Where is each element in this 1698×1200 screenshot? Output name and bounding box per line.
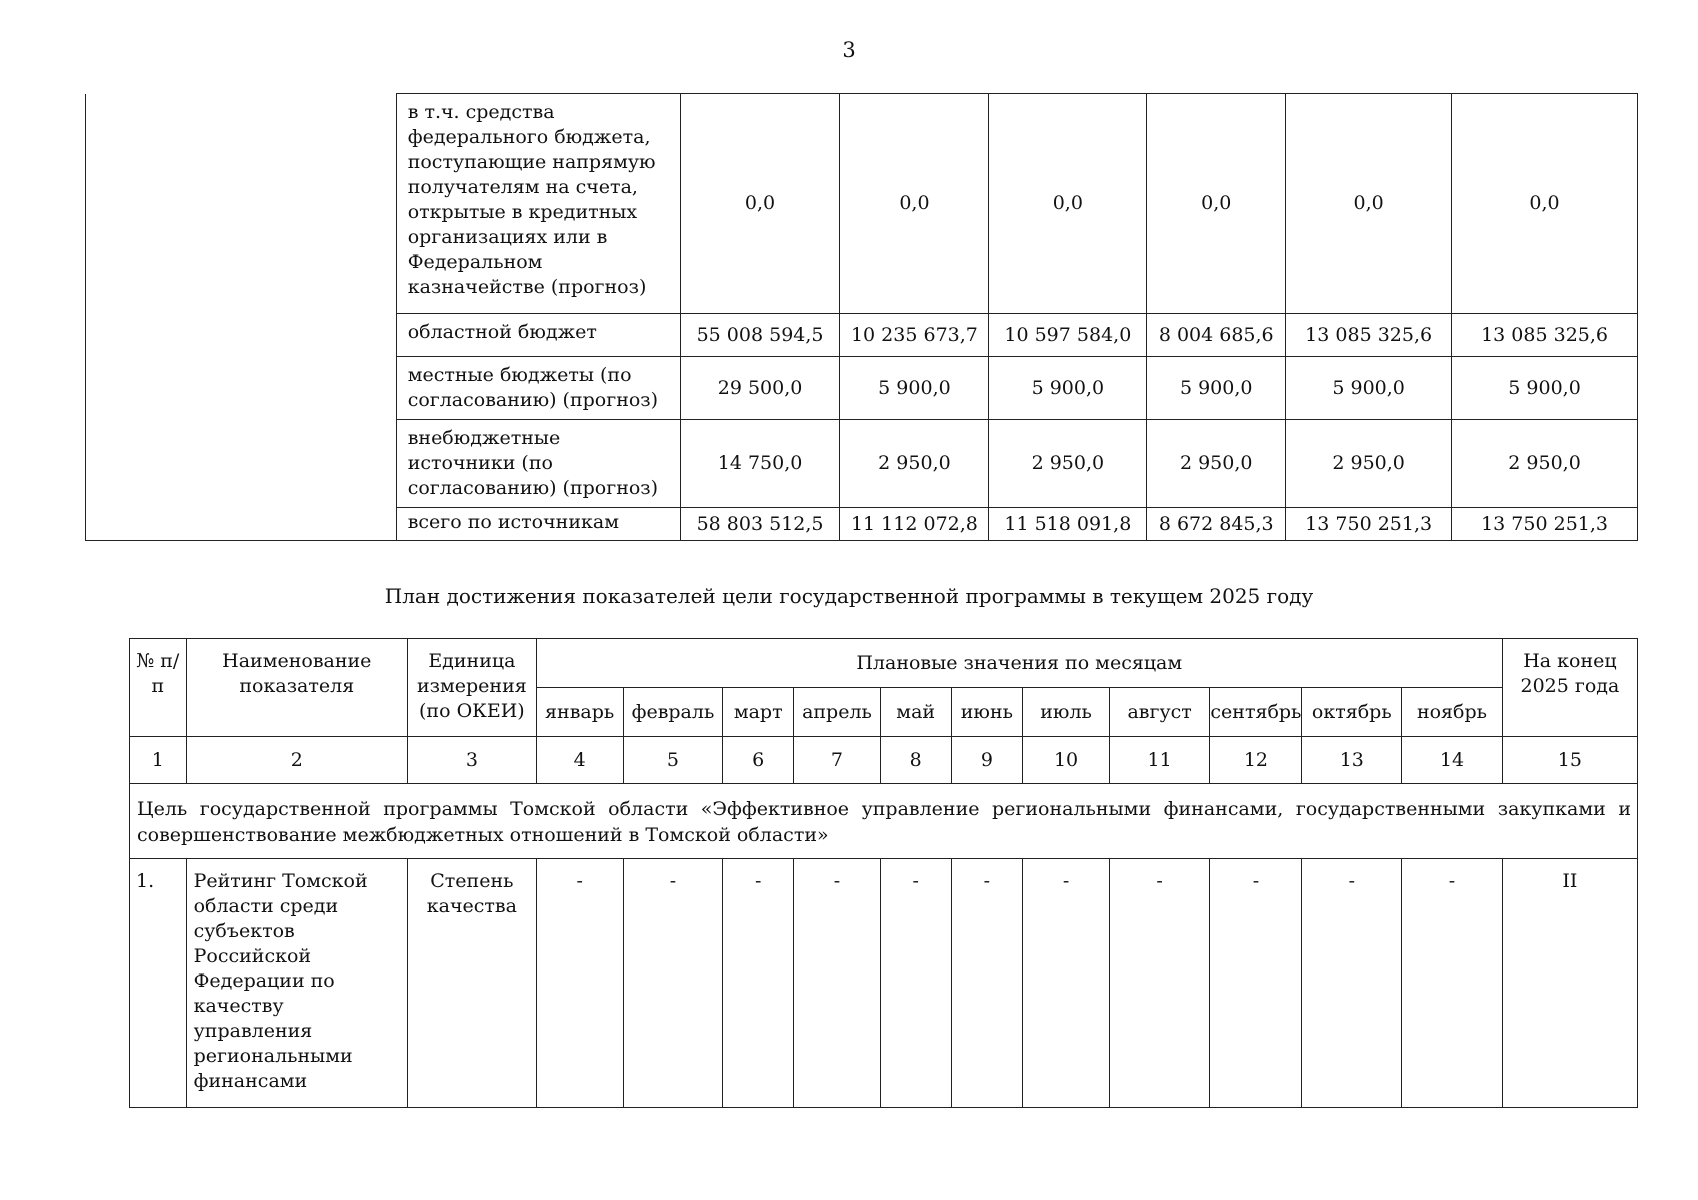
empty-left-cell	[86, 94, 397, 541]
amount-cell: 8 004 685,6	[1147, 314, 1286, 357]
month-header: ноябрь	[1402, 688, 1503, 737]
header-monthly-values: Плановые значения по месяцам	[536, 639, 1502, 688]
monthly-value: -	[1210, 859, 1302, 1108]
amount-cell: 0,0	[1286, 94, 1452, 314]
amount-cell: 58 803 512,5	[680, 508, 840, 541]
column-number: 5	[623, 737, 723, 784]
financing-table	[85, 93, 1638, 541]
column-number: 8	[880, 737, 951, 784]
page-number: 3	[842, 38, 856, 62]
column-number: 9	[951, 737, 1023, 784]
amount-cell: 2 950,0	[840, 420, 989, 508]
monthly-value: -	[1302, 859, 1402, 1108]
goal-text: Цель государственной программы Томской области «Эффективное управление региональными финансами, государственными закупками и совершенствование межбюджетных отношений в Томской области»	[130, 784, 1638, 859]
amount-cell: 29 500,0	[680, 357, 840, 420]
amount-cell: 2 950,0	[1286, 420, 1452, 508]
month-header: февраль	[623, 688, 723, 737]
monthly-value: -	[951, 859, 1023, 1108]
month-header: май	[880, 688, 951, 737]
monthly-value: -	[794, 859, 881, 1108]
amount-cell: 11 112 072,8	[840, 508, 989, 541]
goal-row	[130, 784, 1638, 859]
amount-cell: 0,0	[680, 94, 840, 314]
month-header: июль	[1023, 688, 1110, 737]
column-number: 1	[130, 737, 187, 784]
column-number: 4	[536, 737, 623, 784]
header-unit: Единица измерения (по ОКЕИ)	[407, 639, 536, 737]
amount-cell: 2 950,0	[989, 420, 1147, 508]
source-label: внебюджетные источники (по согласованию) (прогноз)	[396, 420, 680, 508]
monthly-value: -	[536, 859, 623, 1108]
column-number: 15	[1502, 737, 1637, 784]
amount-cell: 55 008 594,5	[680, 314, 840, 357]
column-number: 13	[1302, 737, 1402, 784]
month-header: апрель	[794, 688, 881, 737]
monthly-value: -	[1402, 859, 1503, 1108]
amount-cell: 5 900,0	[989, 357, 1147, 420]
header-num: № п/п	[130, 639, 187, 737]
header-year-end: На конец 2025 года	[1502, 639, 1637, 737]
plan-section-title: План достижения показателей цели государственной программы в текущем 2025 году	[384, 584, 1314, 608]
amount-cell: 5 900,0	[840, 357, 989, 420]
header-indicator-name: Наименование показателя	[186, 639, 407, 737]
source-label: местные бюджеты (по согласованию) (прогноз)	[396, 357, 680, 420]
amount-cell: 13 085 325,6	[1452, 314, 1638, 357]
indicator-row	[130, 859, 1638, 1108]
amount-cell: 0,0	[1452, 94, 1638, 314]
year-end-value: II	[1502, 859, 1637, 1108]
indicator-number: 1.	[130, 859, 187, 1108]
month-header: сентябрь	[1210, 688, 1302, 737]
amount-cell: 2 950,0	[1452, 420, 1638, 508]
amount-cell: 13 085 325,6	[1286, 314, 1452, 357]
monthly-value: -	[1109, 859, 1210, 1108]
monthly-value: -	[723, 859, 794, 1108]
month-header: октябрь	[1302, 688, 1402, 737]
monthly-value: -	[1023, 859, 1110, 1108]
month-header: январь	[536, 688, 623, 737]
source-label: областной бюджет	[396, 314, 680, 357]
column-number: 2	[186, 737, 407, 784]
amount-cell: 2 950,0	[1147, 420, 1286, 508]
amount-cell: 10 235 673,7	[840, 314, 989, 357]
monthly-value: -	[880, 859, 951, 1108]
month-header: июнь	[951, 688, 1023, 737]
column-number: 3	[407, 737, 536, 784]
amount-cell: 0,0	[1147, 94, 1286, 314]
amount-cell: 5 900,0	[1452, 357, 1638, 420]
amount-cell: 0,0	[989, 94, 1147, 314]
month-header: август	[1109, 688, 1210, 737]
plan-header-row	[130, 639, 1638, 688]
column-number: 12	[1210, 737, 1302, 784]
column-number: 6	[723, 737, 794, 784]
amount-cell: 5 900,0	[1286, 357, 1452, 420]
column-number: 7	[794, 737, 881, 784]
column-number: 14	[1402, 737, 1503, 784]
column-number: 11	[1109, 737, 1210, 784]
amount-cell: 10 597 584,0	[989, 314, 1147, 357]
source-label: всего по источникам	[396, 508, 680, 541]
indicator-unit: Степень качества	[407, 859, 536, 1108]
column-number-row	[130, 737, 1638, 784]
amount-cell: 13 750 251,3	[1452, 508, 1638, 541]
amount-cell: 14 750,0	[680, 420, 840, 508]
indicator-name: Рейтинг Томской области среди субъектов Российской Федерации по качеству управления региональными финансами	[186, 859, 407, 1108]
amount-cell: 0,0	[840, 94, 989, 314]
financing-row	[86, 94, 1638, 314]
column-number: 10	[1023, 737, 1110, 784]
amount-cell: 13 750 251,3	[1286, 508, 1452, 541]
amount-cell: 11 518 091,8	[989, 508, 1147, 541]
month-header: март	[723, 688, 794, 737]
monthly-value: -	[623, 859, 723, 1108]
plan-table	[129, 638, 1638, 1108]
amount-cell: 5 900,0	[1147, 357, 1286, 420]
source-label: в т.ч. средства федерального бюджета, поступающие напрямую получателям на счета, открытые в кредитных организациях или в Федеральном казначействе (прогноз)	[396, 94, 680, 314]
amount-cell: 8 672 845,3	[1147, 508, 1286, 541]
